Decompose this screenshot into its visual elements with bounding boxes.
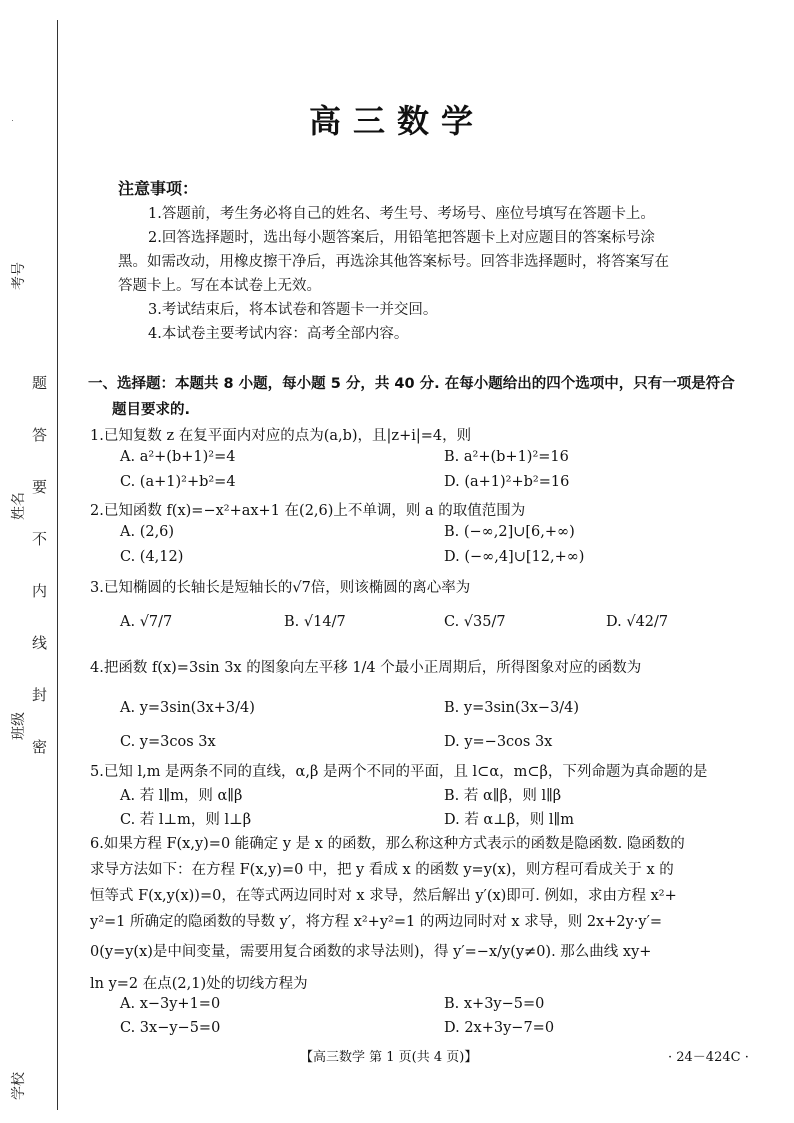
question-6-line: y²=1 所确定的隐函数的导数 y′，将方程 x²+y²=1 的两边同时对 x 求导，则 2x+2y·y′= <box>90 914 663 930</box>
q2-option-c: C. (4,12) <box>120 549 184 565</box>
question-6-line: 0(y=y(x)是中间变量，需要用复合函数的求导法则)，得 y′=−x/y(y≠0). 那么曲线 xy+ <box>90 944 652 960</box>
page-title: 高三数学 <box>308 102 485 140</box>
q2-option-d: D. (−∞,4]∪[12,+∞) <box>444 549 585 565</box>
question-6-line: 6.如果方程 F(x,y)=0 能确定 y 是 x 的函数，那么称这种方式表示的函数是隐函数. 隐函数的 <box>90 836 685 852</box>
seal-char: 密 <box>32 738 48 756</box>
q5-option-b: B. 若 α∥β，则 l∥β <box>444 788 562 804</box>
seal-char: 线 <box>32 634 48 652</box>
q6-option-c: C. 3x−y−5=0 <box>120 1020 221 1036</box>
question-6-line: 求导方法如下：在方程 F(x,y)=0 中，把 y 看成 x 的函数 y=y(x)，则方程可看成关于 x 的 <box>90 862 674 878</box>
note-line: 4.本试卷主要考试内容：高考全部内容。 <box>148 326 409 342</box>
exam-number-label: 考号 <box>11 262 27 290</box>
q5-option-c: C. 若 l⊥m，则 l⊥β <box>120 812 252 828</box>
note-line: 1.答题前，考生务必将自己的姓名、考生号、考场号、座位号填写在答题卡上。 <box>148 206 655 222</box>
q5-option-d: D. 若 α⊥β，则 l∥m <box>444 812 574 828</box>
name-label: 姓名 <box>11 492 27 520</box>
q3-option-d: D. √42/7 <box>606 614 669 630</box>
question-1-stem: 1.已知复数 z 在复平面内对应的点为(a,b)，且|z+i|=4，则 <box>90 428 472 444</box>
seal-char: 题 <box>32 374 48 392</box>
binding-line <box>57 20 58 1110</box>
class-label: 班级 <box>11 712 27 740</box>
q6-option-a: A. x−3y+1=0 <box>120 996 221 1012</box>
q1-option-d: D. (a+1)²+b²=16 <box>444 474 570 490</box>
q4-option-b: B. y=3sin(3x−3/4) <box>444 700 580 716</box>
q3-option-a: A. √7/7 <box>120 614 173 630</box>
q5-option-a: A. 若 l∥m，则 α∥β <box>120 788 243 804</box>
q4-option-a: A. y=3sin(3x+3/4) <box>120 700 255 716</box>
note-line: 3.考试结束后，将本试卷和答题卡一并交回。 <box>148 302 438 318</box>
question-3-stem: 3.已知椭圆的长轴长是短轴长的√7倍，则该椭圆的离心率为 <box>90 580 471 596</box>
school-label: 学校 <box>11 1072 27 1100</box>
section-heading-cont: 题目要求的. <box>112 402 191 418</box>
question-6-line: 恒等式 F(x,y(x))=0，在等式两边同时对 x 求导，然后解出 y′(x)即可. 例如，求由方程 x²+ <box>90 888 677 904</box>
seal-char: 不 <box>32 530 48 548</box>
seal-char: 内 <box>32 582 48 600</box>
q3-option-c: C. √35/7 <box>444 614 506 630</box>
q6-option-d: D. 2x+3y−7=0 <box>444 1020 555 1036</box>
note-line: 黑。如需改动，用橡皮擦干净后，再选涂其他答案标号。回答非选择题时，将答案写在 <box>118 254 669 270</box>
q1-option-c: C. (a+1)²+b²=4 <box>120 474 236 490</box>
question-2-stem: 2.已知函数 f(x)=−x²+ax+1 在(2,6)上不单调，则 a 的取值范围为 <box>90 503 526 519</box>
q4-option-d: D. y=−3cos 3x <box>444 734 553 750</box>
note-line: 2.回答选择题时，选出每小题答案后，用铅笔把答题卡上对应题目的答案标号涂 <box>148 230 655 246</box>
q2-option-b: B. (−∞,2]∪[6,+∞) <box>444 524 575 540</box>
question-4-stem: 4.把函数 f(x)=3sin 3x 的图象向左平移 1/4 个最小正周期后，所得图象对应的函数为 <box>90 660 642 676</box>
q3-option-b: B. √14/7 <box>284 614 346 630</box>
paper-code: · 24－424C · <box>668 1050 749 1065</box>
q2-option-a: A. (2,6) <box>120 524 175 540</box>
question-5-stem: 5.已知 l,m 是两条不同的直线，α,β 是两个不同的平面，且 l⊂α，m⊂β，下列命题为真命题的是 <box>90 764 708 780</box>
notes-title: 注意事项： <box>118 179 199 198</box>
q1-option-a: A. a²+(b+1)²=4 <box>120 449 236 465</box>
seal-char: 封 <box>32 686 48 704</box>
seal-char: 要 <box>32 478 48 496</box>
section-heading: 一、选择题：本题共 8 小题，每小题 5 分，共 40 分. 在每小题给出的四个选项中，只有一项是符合 <box>88 376 735 392</box>
q1-option-b: B. a²+(b+1)²=16 <box>444 449 569 465</box>
q4-option-c: C. y=3cos 3x <box>120 734 216 750</box>
question-6-line: ln y=2 在点(2,1)处的切线方程为 <box>90 976 308 992</box>
seal-char: 答 <box>32 426 48 444</box>
page-footer: 【高三数学 第 1 页(共 4 页)】 <box>300 1050 478 1065</box>
note-line: 答题卡上。写在本试卷上无效。 <box>118 278 321 294</box>
q6-option-b: B. x+3y−5=0 <box>444 996 545 1012</box>
